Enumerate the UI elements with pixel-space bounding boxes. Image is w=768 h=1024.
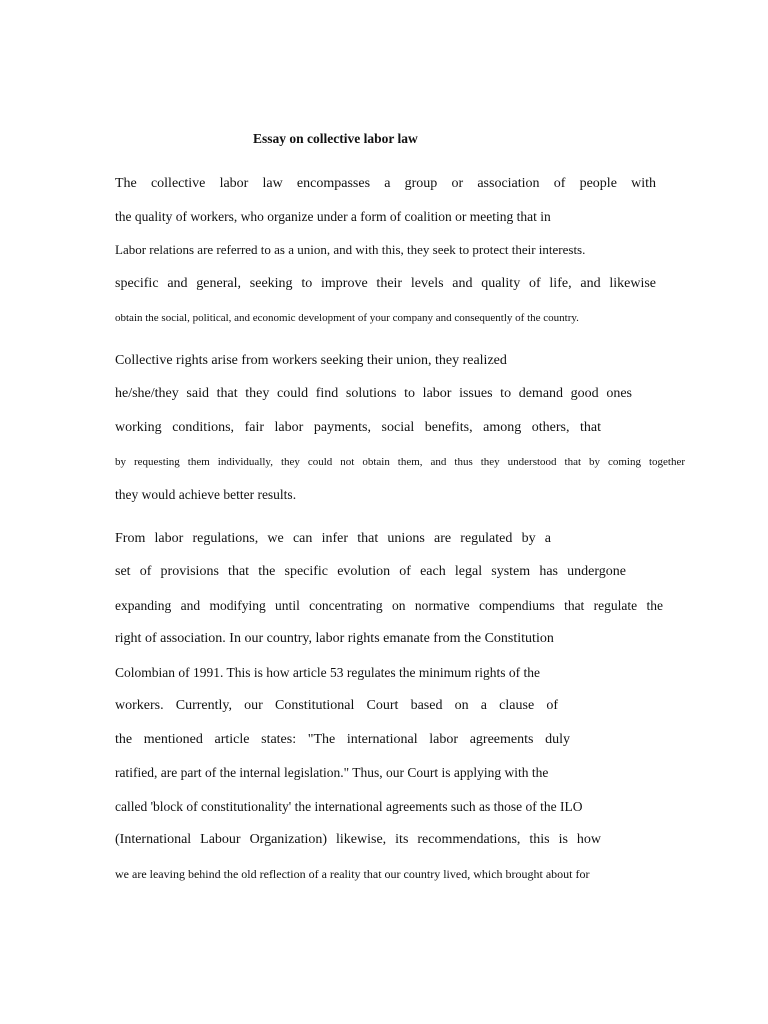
paragraph-3-line-4: right of association. In our country, labor rights emanate from the Constitution bbox=[115, 631, 554, 646]
paragraph-2-line-2: he/she/they said that they could find solutions to labor issues to demand good ones bbox=[115, 386, 632, 401]
paragraph-2-line-3: working conditions, fair labor payments, social benefits, among others, that bbox=[115, 420, 601, 435]
paragraph-2-line-4: by requesting them individually, they could not obtain them, and thus they understood that by coming together bbox=[115, 456, 685, 468]
paragraph-3-line-1: From labor regulations, we can infer that unions are regulated by a bbox=[115, 531, 551, 546]
paragraph-2-line-1: Collective rights arise from workers seeking their union, they realized bbox=[115, 353, 507, 368]
document-title: Essay on collective labor law bbox=[253, 131, 418, 146]
paragraph-2-line-5: they would achieve better results. bbox=[115, 487, 297, 502]
paragraph-1-line-4: specific and general, seeking to improve their levels and quality of life, and likewise bbox=[115, 276, 656, 291]
paragraph-3-line-7: the mentioned article states: "The international labor agreements duly bbox=[115, 732, 570, 747]
paragraph-3-line-11: we are leaving behind the old reflection of a reality that our country lived, which brought about for bbox=[115, 867, 590, 881]
paragraph-3-line-2: set of provisions that the specific evolution of each legal system has undergone bbox=[115, 564, 626, 579]
paragraph-1-line-2: the quality of workers, who organize under a form of coalition or meeting that in bbox=[115, 209, 551, 224]
paragraph-3-line-10: (International Labour Organization) likewise, its recommendations, this is how bbox=[115, 832, 601, 847]
paragraph-3-line-6: workers. Currently, our Constitutional Court based on a clause of bbox=[115, 698, 558, 713]
paragraph-3-line-5: Colombian of 1991. This is how article 53 regulates the minimum rights of the bbox=[115, 665, 540, 680]
paragraph-3-line-9: called 'block of constitutionality' the international agreements such as those of the ILO bbox=[115, 799, 583, 814]
paragraph-3-line-8: ratified, are part of the internal legislation." Thus, our Court is applying with the bbox=[115, 765, 549, 780]
paragraph-1-line-5: obtain the social, political, and economic development of your company and consequently of the country. bbox=[115, 312, 579, 324]
paragraph-1-line-3: Labor relations are referred to as a union, and with this, they seek to protect their interests. bbox=[115, 242, 586, 257]
paragraph-3-line-3: expanding and modifying until concentrating on normative compendiums that regulate the bbox=[115, 598, 663, 613]
paragraph-1-line-1: The collective labor law encompasses a group or association of people with bbox=[115, 176, 656, 191]
